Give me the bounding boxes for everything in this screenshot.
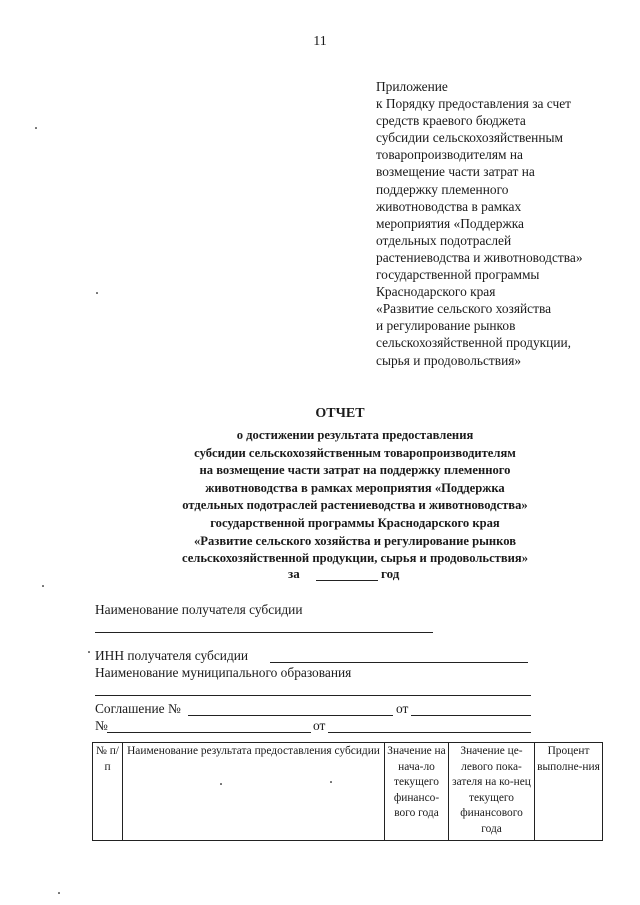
inn-field[interactable] bbox=[270, 662, 528, 663]
subtitle-line: государственной программы Краснодарского края bbox=[210, 515, 500, 530]
subtitle-line: сельскохозяйственной продукции, сырья и продовольствия» bbox=[181, 551, 529, 566]
scan-speck bbox=[35, 127, 37, 129]
appendix-line: поддержку племенного bbox=[376, 181, 509, 197]
appendix-line: животноводства в рамках bbox=[376, 198, 522, 214]
page-number: 11 bbox=[313, 34, 327, 49]
col-header-number: № п/п bbox=[93, 743, 123, 841]
agreement-number-field[interactable] bbox=[188, 715, 393, 716]
appendix-line: сырья и продовольствия» bbox=[376, 352, 522, 368]
year-suffix: год bbox=[381, 566, 400, 581]
municipality-field[interactable] bbox=[95, 695, 531, 696]
subtitle-line: на возмещение части затрат на поддержку племенного bbox=[199, 463, 511, 478]
recipient-label: Наименование получателя субсидии bbox=[95, 602, 303, 617]
report-subtitle bbox=[0, 427, 640, 568]
report-title: ОТЧЕТ bbox=[315, 406, 365, 421]
scan-speck bbox=[58, 892, 60, 894]
appendix-line: «Развитие сельского хозяйства bbox=[376, 301, 552, 317]
number-from-label: от bbox=[313, 718, 326, 733]
subtitle-line: животноводства в рамках мероприятия «Поддержка bbox=[205, 480, 505, 495]
appendix-line: к Порядку предоставления за счет bbox=[376, 96, 572, 112]
municipality-label: Наименование муниципального образования bbox=[95, 665, 352, 680]
number-field[interactable] bbox=[107, 732, 311, 733]
year-prefix: за bbox=[288, 566, 300, 581]
col-header-start-value: Значение на нача-ло текущего финансо-вого года bbox=[385, 743, 449, 841]
scan-speck bbox=[88, 651, 90, 653]
appendix-line: государственной программы bbox=[376, 267, 540, 283]
inn-label: ИНН получателя субсидии bbox=[95, 648, 249, 663]
subtitle-line: субсидии сельскохозяйственным товаропроизводителям bbox=[194, 445, 516, 460]
agreement-from-label: от bbox=[396, 701, 409, 716]
appendix-line: Краснодарского края bbox=[376, 284, 496, 300]
scan-speck bbox=[330, 781, 332, 783]
scan-speck bbox=[42, 585, 44, 587]
appendix-line: товаропроизводителям на bbox=[376, 147, 523, 163]
col-header-target-value: Значение це-левого пока-зателя на ко-нец текущего финансового года bbox=[449, 743, 535, 841]
year-blank[interactable] bbox=[316, 580, 378, 581]
appendix-note bbox=[376, 78, 583, 369]
appendix-line: и регулирование рынков bbox=[376, 318, 516, 334]
appendix-line: средств краевого бюджета bbox=[376, 113, 526, 129]
appendix-line: Приложение bbox=[376, 79, 448, 94]
col-header-percent: Процент выполне-ния bbox=[535, 743, 603, 841]
scan-speck bbox=[220, 783, 222, 785]
agreement-label: Соглашение № bbox=[95, 701, 181, 716]
appendix-line: возмещение части затрат на bbox=[376, 164, 535, 180]
subtitle-line: отдельных подотраслей растениеводства и животноводства» bbox=[182, 498, 528, 513]
appendix-line: сельскохозяйственной продукции, bbox=[376, 335, 572, 351]
appendix-line: мероприятия «Поддержка bbox=[376, 215, 524, 231]
subtitle-line: о достижении результата предоставления bbox=[236, 428, 474, 442]
agreement-date-field[interactable] bbox=[411, 715, 531, 716]
subtitle-line: «Развитие сельского хозяйства и регулирование рынков bbox=[193, 533, 517, 548]
col-header-result: Наименование результата предоставления субсидии bbox=[123, 743, 385, 841]
recipient-field[interactable] bbox=[95, 632, 433, 633]
results-table bbox=[92, 742, 603, 841]
table-header-row bbox=[93, 743, 603, 841]
number-date-field[interactable] bbox=[328, 732, 531, 733]
appendix-line: отдельных подотраслей bbox=[376, 232, 512, 248]
number-label: № bbox=[95, 718, 108, 733]
appendix-line: субсидии сельскохозяйственным bbox=[376, 130, 563, 146]
appendix-line: растениеводства и животноводства» bbox=[376, 249, 583, 265]
scan-speck bbox=[96, 292, 98, 294]
